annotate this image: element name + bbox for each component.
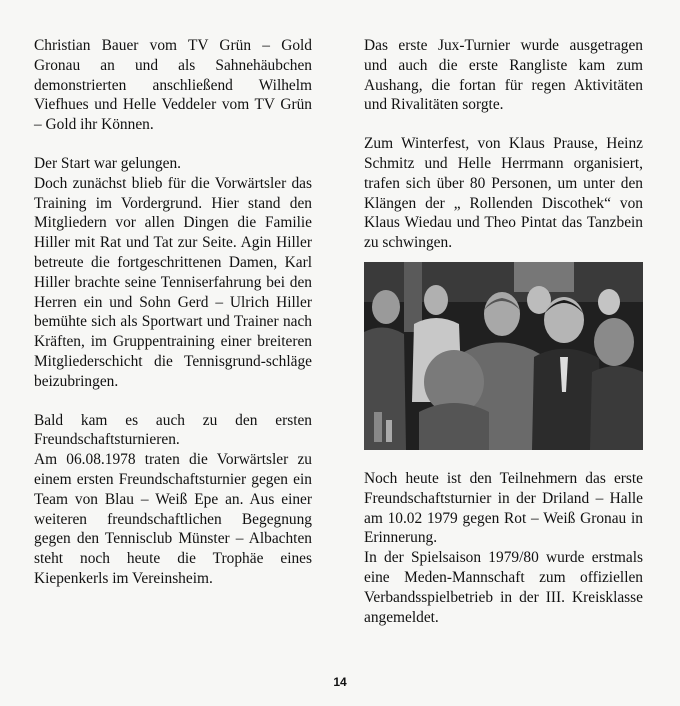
party-photo (364, 262, 643, 450)
right-text-column-bottom (364, 469, 643, 627)
paragraph: Bald kam es auch zu den ersten Freundschaftsturnieren. (34, 411, 312, 449)
paragraph: Der Start war gelungen. (34, 154, 182, 172)
paragraph: Noch heute ist den Teilnehmern das erste Freundschaftsturnier in der Driland – Halle am 10.02 1979 gegen Rot – Weiß Gronau in Erinnerung. (364, 470, 643, 547)
paragraph: Christian Bauer vom TV Grün – Gold Gronau an und als Sahnehäubchen demonstrierten anschließend Wilhelm Viefhues und Helle Veddeler vom TV Grün – Gold ihr Können. (34, 37, 312, 134)
page-number: 14 (333, 675, 347, 689)
left-text-column (34, 36, 312, 589)
paragraph: In der Spielsaison 1979/80 wurde erstmals eine Meden-Mannschaft zum offiziellen Verbandsspielbetrieb in der III. Kreisklasse angemeldet. (364, 549, 643, 626)
party-photo-illustration (364, 262, 643, 450)
paragraph: Doch zunächst blieb für die Vorwärtsler das Training im Vordergrund. Hier stand den Mitgliedern vor allen Dingen die Familie Hiller mit Rat und Tat zur Seite. Agin Hiller betreute die fortgeschrittenen Damen, Karl Hiller brachte seine Tenniserfahrung bei den Herren ein und Sohn Gerd – Ulrich Hiller bemühte sich als Sportwart und Trainer nach Kräften, im Gruppentraining einer breiteren Mitgliederschicht die Tennisgrund-schläge beizubringen. (34, 174, 312, 390)
paragraph: Das erste Jux-Turnier wurde ausgetragen und auch die erste Rangliste kam zum Aushang, die fortan für regen Aktivitäten und Rivalitäten sorgte. (364, 37, 643, 114)
right-text-column-top (364, 36, 643, 253)
paragraph: Am 06.08.1978 traten die Vorwärtsler zu einem ersten Freundschaftsturnier gegen ein Team von Blau – Weiß Epe an. Aus einer weiteren freundschaftlichen Begegnung gegen den Tennisclub Münster – Albachten steht noch heute die Trophäe eines Kiepenkerls im Vereinsheim. (34, 451, 312, 587)
paragraph: Zum Winterfest, von Klaus Prause, Heinz Schmitz und Helle Herrmann organisiert, trafen sich über 80 Personen, um unter den Klängen der „ Rollenden Discothek“ von Klaus Wiedau und Theo Pintat das Tanzbein zu schwingen. (364, 135, 643, 252)
